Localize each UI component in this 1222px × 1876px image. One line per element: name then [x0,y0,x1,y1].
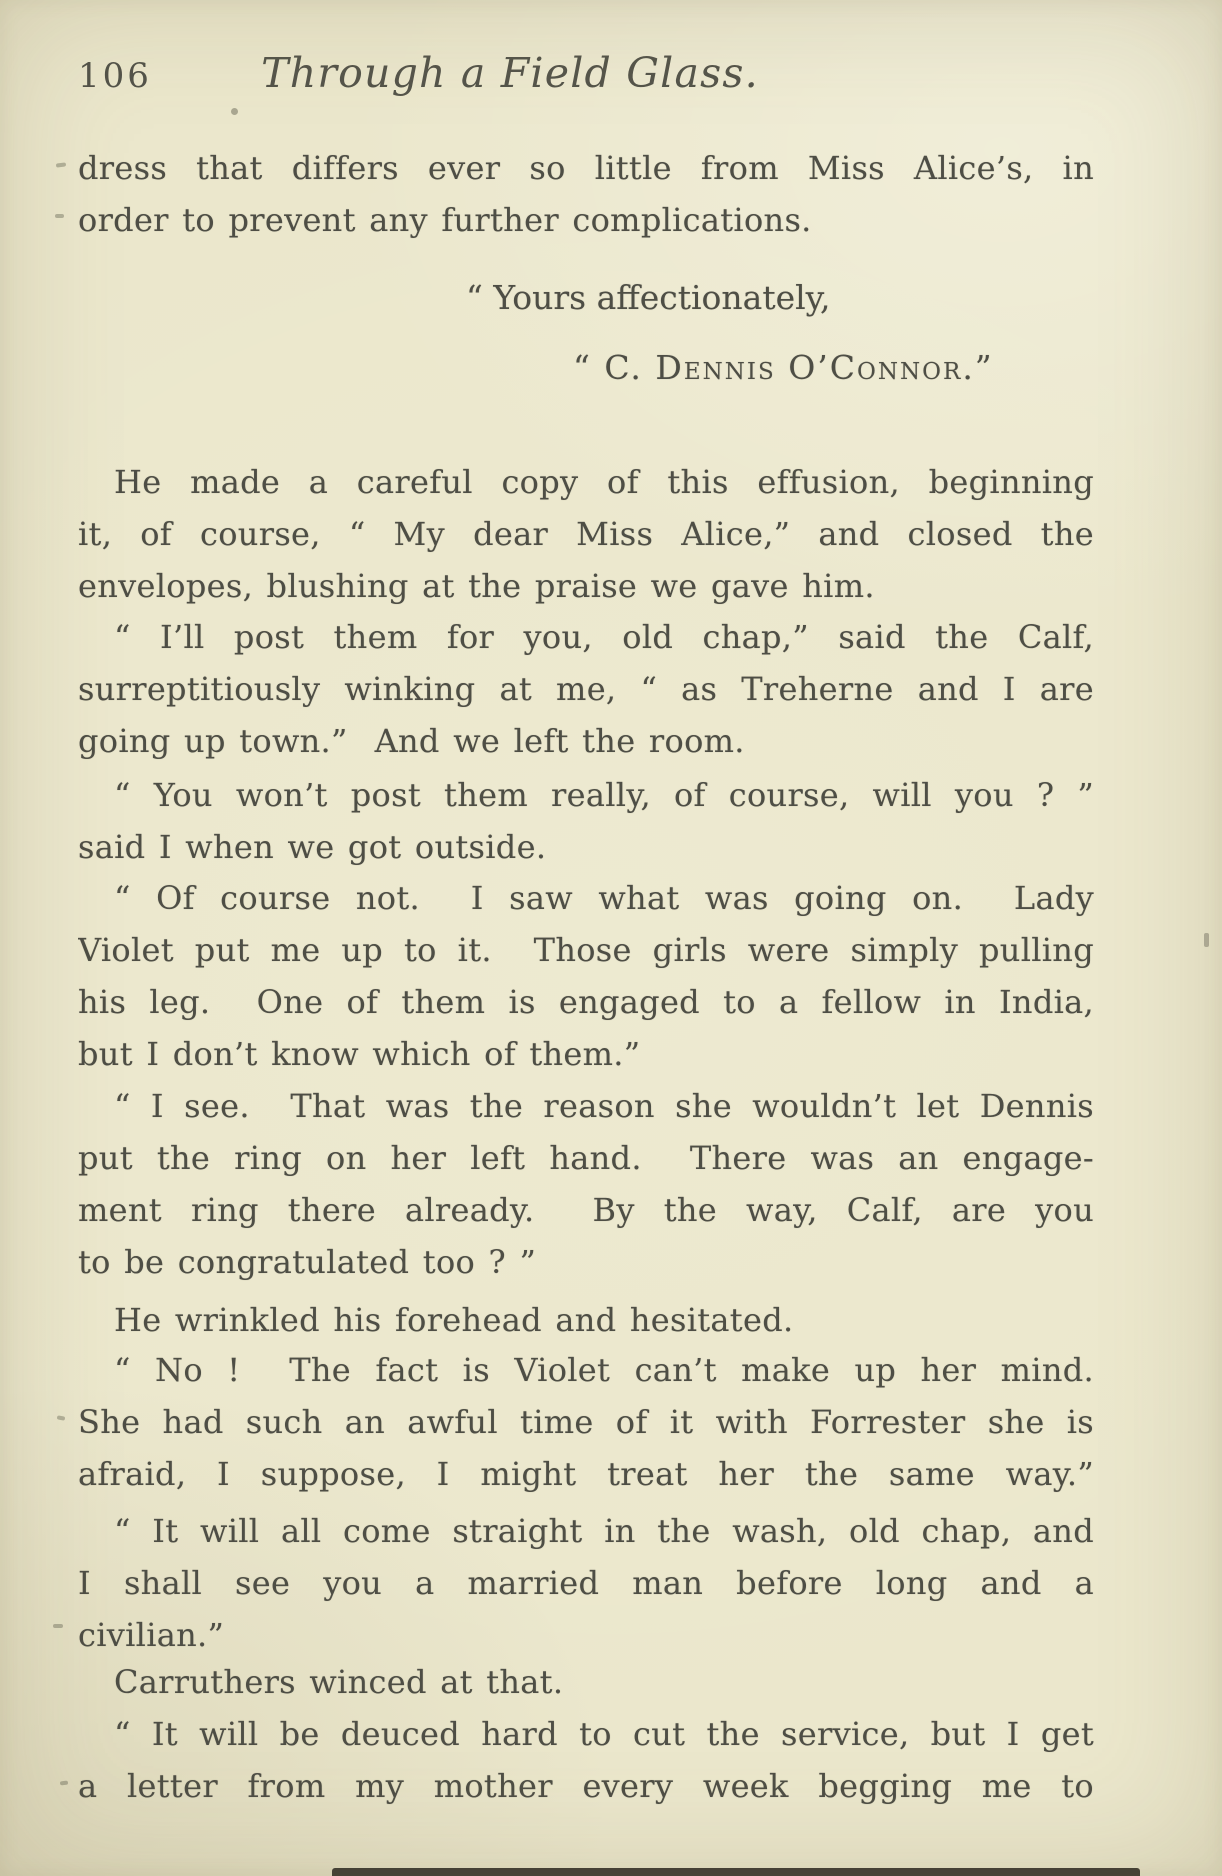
margin-mark [56,162,66,167]
paragraph-10 [78,1656,1094,1708]
text-line: “ Of course not. I saw what was going on. Lady [114,879,1094,917]
paragraph-7 [78,1294,1094,1346]
paragraph-6 [78,1080,1094,1288]
paragraph-1 [78,142,1094,246]
text-line: to be congratulated too ? ” [78,1243,537,1281]
text-line: said I when we got outside. [78,828,547,866]
text-line: He made a careful copy of this effusion, beginning [114,463,1094,501]
margin-mark [55,214,64,218]
paragraph-11 [78,1708,1094,1812]
text-line: Carruthers winced at that. [114,1663,564,1701]
margin-mark [57,1415,66,1420]
text-line: “ It will all come straight in the wash, old chap, and [114,1512,1094,1550]
page-number: 106 [78,56,152,96]
text-line: order to prevent any further complications. [78,201,812,239]
text-line: but I don’t know which of them.” [78,1035,641,1073]
text-line: afraid, I suppose, I might treat her the same way.” [78,1455,1094,1493]
scan-bottom-bar [332,1868,1140,1876]
paragraph-9 [78,1505,1094,1661]
text-line: He wrinkled his forehead and hesitated. [114,1301,794,1339]
text-line: ment ring there already. By the way, Calf, are you [78,1191,1094,1229]
paragraph-8 [78,1344,1094,1500]
text-line: it, of course, “ My dear Miss Alice,” and closed the [78,515,1094,553]
letter-closing: “ Yours affectionately, [466,278,831,317]
text-line: “ It will be deuced hard to cut the service, but I get [114,1715,1094,1753]
text-line: “ I see. That was the reason she wouldn’t let Dennis [114,1087,1094,1125]
ink-speck [231,108,238,115]
text-line: “ You won’t post them really, of course, will you ? ” [114,776,1094,814]
text-line: Violet put me up to it. Those girls were simply pulling [78,931,1094,969]
text-line: civilian.” [78,1616,225,1654]
text-line: dress that differs ever so little from Miss Alice’s, in [78,149,1094,187]
paragraph-3 [78,611,1094,767]
text-line: surreptitiously winking at me, “ as Treherne and I are [78,670,1094,708]
margin-mark [53,1624,63,1628]
margin-mark [60,1781,68,1786]
text-line: going up town.” And we left the room. [78,722,745,760]
text-line: She had such an awful time of it with Forrester she is [78,1403,1094,1441]
running-head: Through a Field Glass. [261,49,759,97]
ink-speck [1204,933,1209,947]
text-line: a letter from my mother every week begging me to [78,1767,1094,1805]
paragraph-2 [78,456,1094,612]
text-line: “ No ! The fact is Violet can’t make up her mind. [114,1351,1094,1389]
paragraph-5 [78,872,1094,1080]
letter-signature: “ C. Dennis O’Connor.” [573,348,994,387]
text-line: “ I’ll post them for you, old chap,” said the Calf, [114,618,1094,656]
text-line: envelopes, blushing at the praise we gave him. [78,567,875,605]
text-line: his leg. One of them is engaged to a fellow in India, [78,983,1094,1021]
text-line: I shall see you a married man before long and a [78,1564,1094,1602]
paragraph-4 [78,769,1094,873]
text-line: put the ring on her left hand. There was an engage- [78,1139,1094,1177]
